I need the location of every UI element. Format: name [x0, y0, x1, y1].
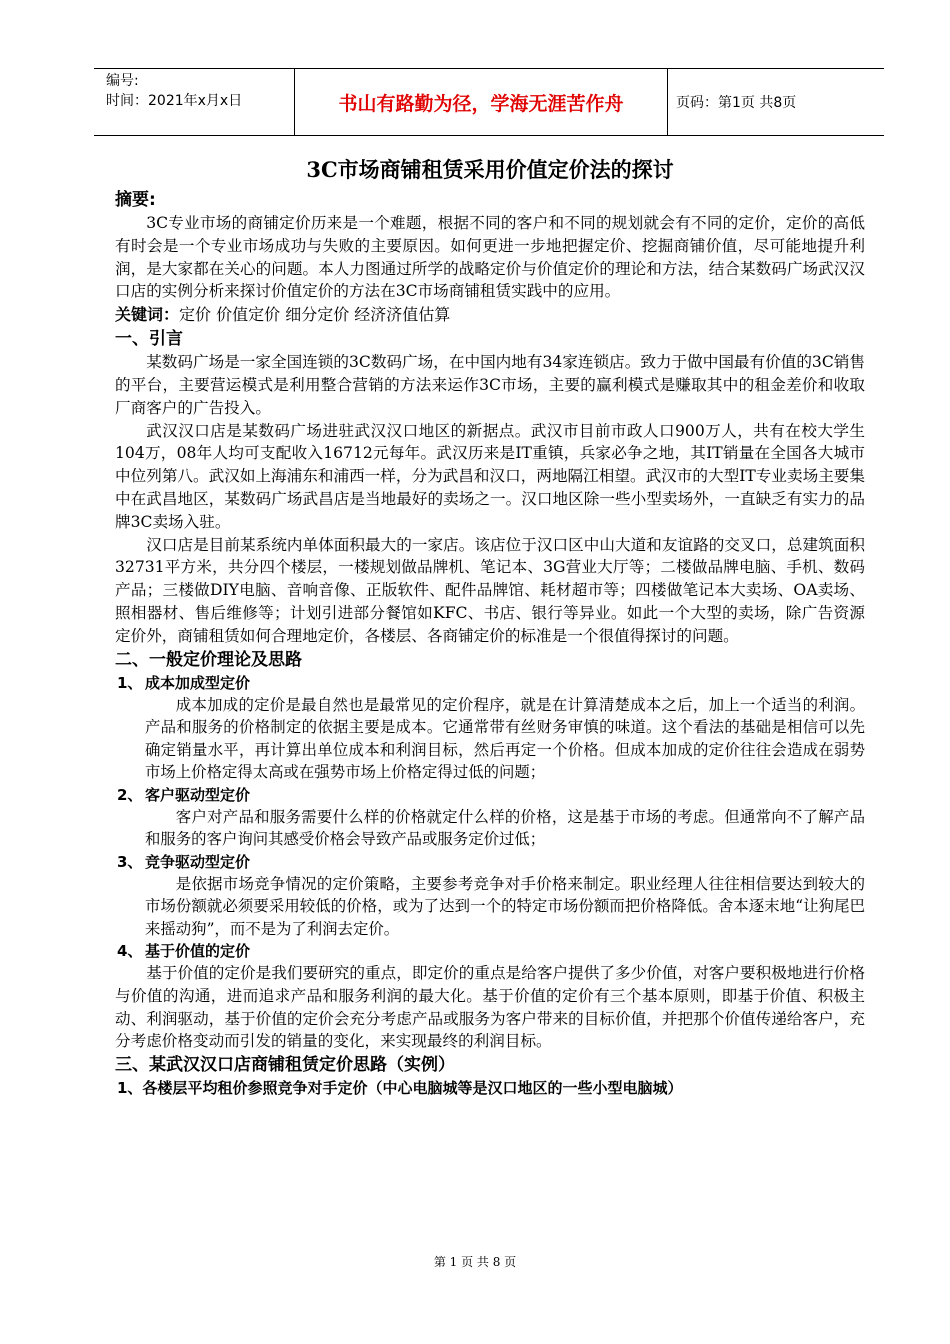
page-title: 3C市场商铺租赁采用价值定价法的探讨 — [306, 157, 674, 182]
keywords-text: 定价 价值定价 细分定价 经济济值估算 — [179, 305, 451, 325]
keywords-line — [115, 303, 865, 327]
subsection-number: 1、 — [117, 673, 143, 692]
subsection-heading — [117, 784, 865, 806]
subsection-heading — [117, 672, 865, 694]
document-body — [115, 152, 865, 1099]
subsection-heading — [117, 851, 865, 873]
subsection-number: 2、 — [117, 785, 143, 804]
time-label: 时间：2021年x月x日 — [106, 93, 243, 109]
header-page-info: 页码：第1页 共8页 — [676, 95, 797, 111]
subsection-title: 基于价值的定价 — [145, 942, 251, 961]
code-label: 编号: — [106, 73, 139, 89]
abstract-heading: 摘要: — [115, 190, 156, 210]
section-3-subheading: 1、各楼层平均租价参照竞争对手定价（中心电脑城等是汉口地区的一些小型电脑城） — [117, 1079, 683, 1098]
section-1-heading: 一、引言 — [115, 329, 183, 350]
subsection-heading — [117, 940, 865, 962]
subsection-text: 成本加成的定价是最自然也是最常见的定价程序，就是在计算清楚成本之后，加上一个适当的利润。产品和服务的价格制定的依据主要是成本。它通常带有丝财务审慎的味道。这个看法的基础是相信可以先确定销量水平，再计算出单位成本和利润目标，然后再定一个价格。但成本加成的定价往往会造成在弱势市场上价格定得太高或在强势市场上价格定得过低的问题； — [145, 695, 865, 782]
section-1-paragraph: 武汉汉口店是某数码广场进驻武汉汉口地区的新据点。武汉市目前市政人口900万人，共有在校大学生104万，08年人均可支配收入16712元每年。武汉历来是IT重镇，兵家必争之地，其IT销量在全国各大城市中位列第八。武汉如上海浦东和浦西一样，分为武昌和汉口，两地隔江相望。武汉市的大型IT专业卖场主要集中在武昌地区，某数码广场武昌店是当地最好的卖场之一。汉口地区除一些小型卖场外，一直缺乏有实力的品牌3C卖场入驻。 — [115, 421, 865, 531]
page-footer: 第 1 页 共 8 页 — [433, 1255, 517, 1269]
header-info-cell — [94, 69, 294, 135]
subsection-text: 客户对产品和服务需要什么样的价格就定什么样的价格，这是基于市场的考虑。但通常向不了解产品和服务的客户询问其感受价格会导致产品或服务定价过低； — [145, 807, 865, 849]
section-1-paragraph: 汉口店是目前某系统内单体面积最大的一家店。该店位于汉口区中山大道和友谊路的交叉口，总建筑面积32731平方米，共分四个楼层，一楼规划做品牌机、笔记本、3G营业大厅等；二楼做品牌电脑、手机、数码产品；三楼做DIY电脑、音响音像、正版软件、配件品牌馆、耗材超市等；四楼做笔记本大卖场、OA卖场、照相器材、售后维修等；计划引进部分餐馆如KFC、书店、银行等异业。如此一个大型的卖场，除广告资源定价外，商铺租赁如何合理地定价，各楼层、各商铺定价的标准是一个很值得探讨的问题。 — [115, 535, 865, 645]
subsection-title: 成本加成型定价 — [145, 673, 251, 692]
section-1-paragraph: 某数码广场是一家全国连锁的3C数码广场，在中国内地有34家连锁店。致力于做中国最有价值的3C销售的平台，主要营运模式是利用整合营销的方法来运作3C市场，主要的赢利模式是赚取其中的租金差价和收取厂商客户的广告投入。 — [115, 353, 865, 417]
subsection-text: 基于价值的定价是我们要研究的重点，即定价的重点是给客户提供了多少价值，对客户要积极地进行价格与价值的沟通，进而追求产品和服务利润的最大化。基于价值的定价有三个基本原则，即基于价值、积极主动、利润驱动，基于价值的定价会充分考虑产品或服务为客户带来的目标价值，并把那个价值传递给客户，充分考虑价格变动而引发的销量的变化，来实现最终的利润目标。 — [115, 964, 865, 1051]
document-header — [94, 68, 884, 136]
keywords-label: 关键词： — [115, 305, 180, 325]
section-3-heading: 三、某武汉汉口店商铺租赁定价思路（实例） — [115, 1055, 455, 1076]
section-2-heading: 二、一般定价理论及思路 — [115, 649, 302, 670]
subsection-text: 是依据市场竞争情况的定价策略，主要参考竞争对手价格来制定。职业经理人往往相信要达到较大的市场份额就必须要采用较低的价格，或为了达到一个的特定市场份额而把价格降低。舍本逐末地“让狗尾巴来摇动狗”，而不是为了利润去定价。 — [145, 874, 865, 938]
subsection-title: 竞争驱动型定价 — [145, 852, 251, 871]
abstract-text: 3C专业市场的商铺定价历来是一个难题，根据不同的客户和不同的规划就会有不同的定价，定价的高低有时会是一个专业市场成功与失败的主要原因。如何更进一步地把握定价、挖掘商铺价值，尽可能地提升利润，是大家都在关心的问题。本人力图通过所学的战略定价与价值定价的理论和方法，结合某数码广场武汉汉口店的实例分析来探讨价值定价的方法在3C市场商铺租赁实践中的应用。 — [115, 214, 865, 301]
header-motto: 书山有路勤为径，学海无涯苦作舟 — [294, 69, 668, 135]
subsection-number: 4、 — [117, 942, 143, 961]
subsection-number: 3、 — [117, 852, 143, 871]
subsection-title: 客户驱动型定价 — [145, 785, 251, 804]
